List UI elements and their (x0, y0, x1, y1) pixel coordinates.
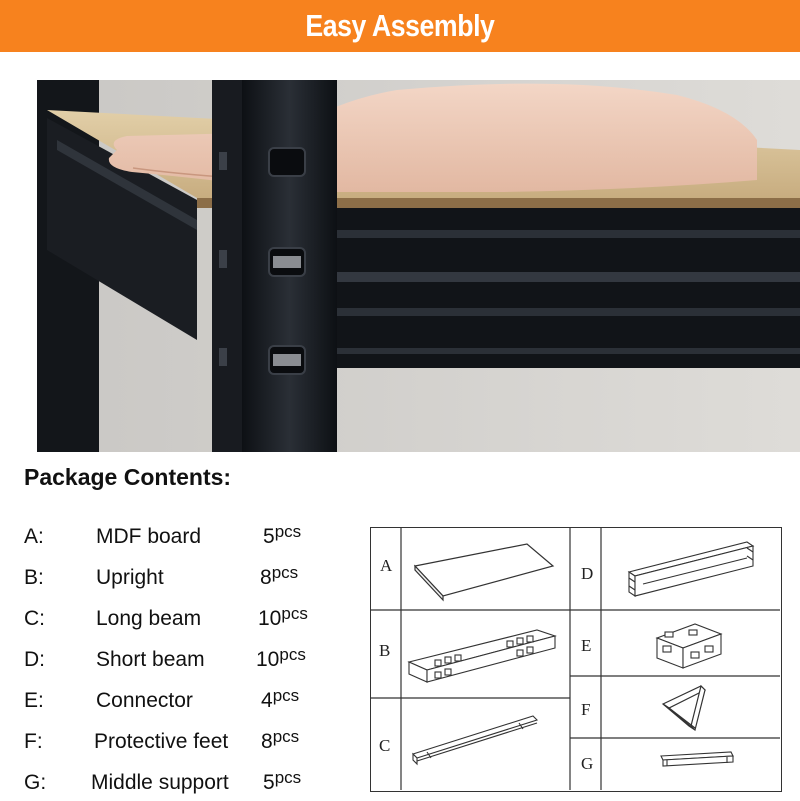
item-quantity: $10^{pcs}$ (256, 645, 306, 671)
item-letter: F: (24, 730, 43, 753)
banner-title: Easy Assembly (305, 8, 495, 43)
item-quantity: $5^{pcs}$ (263, 522, 302, 548)
short-beam-icon (607, 536, 775, 606)
long-beam-icon (407, 710, 562, 770)
item-letter: B: (24, 566, 44, 589)
part-label-e: E (581, 636, 592, 655)
header-banner (0, 0, 800, 52)
shelving-unit-illustration (37, 80, 800, 452)
parts-diagram (370, 527, 782, 792)
item-name: Short beam (96, 648, 205, 671)
item-letter: A: (24, 525, 44, 548)
item-letter: E: (24, 689, 44, 712)
upright-icon (407, 622, 562, 692)
item-quantity: $4^{pcs}$ (261, 686, 300, 712)
item-quantity: $10^{pcs}$ (258, 604, 308, 630)
item-letter: D: (24, 648, 45, 671)
item-name: Connector (96, 689, 193, 712)
item-name: Protective feet (94, 730, 229, 753)
item-name: Upright (96, 566, 164, 589)
part-label-f: F (581, 700, 591, 719)
item-name: MDF board (96, 525, 202, 548)
part-label-c: C (379, 736, 391, 755)
item-name: Middle support (91, 771, 229, 794)
connector-icon (651, 618, 731, 673)
part-label-a: A (380, 556, 393, 575)
product-photo (37, 80, 800, 452)
item-quantity: $8^{pcs}$ (261, 727, 300, 753)
item-name: Long beam (96, 607, 202, 630)
item-quantity: $5^{pcs}$ (263, 768, 302, 794)
part-label-b: B (379, 641, 391, 660)
item-quantity: $8^{pcs}$ (260, 563, 299, 589)
part-label-g: G (581, 754, 594, 773)
mdf-board-icon (407, 538, 562, 603)
item-letter: G: (24, 771, 47, 794)
item-letter: C: (24, 607, 45, 630)
protective-feet-icon (655, 682, 735, 734)
part-label-d: D (581, 564, 594, 583)
middle-support-icon (655, 742, 745, 782)
package-contents-title: Package Contents: (24, 464, 232, 490)
